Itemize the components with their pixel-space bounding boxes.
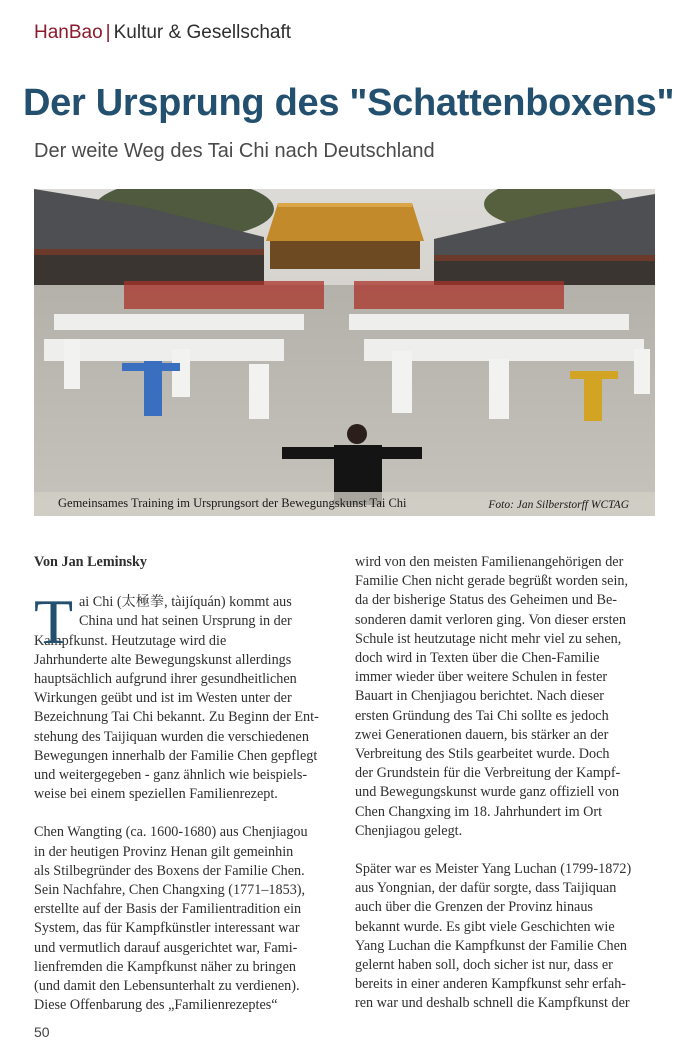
section-name: Kultur & Gesellschaft (113, 22, 292, 43)
text-line: Yang Luchan die Kampfkunst der Familie Chen (355, 937, 628, 954)
page-number: 50 (34, 1024, 50, 1040)
section-header (34, 22, 291, 44)
text-line: China und hat seinen Ursprung in der (79, 613, 292, 630)
article-title: Der Ursprung des "Schattenboxens" (23, 82, 675, 124)
text-line: System, das für Kampfkünstler interessant war (34, 920, 300, 937)
text-line: Familie Chen nicht gerade begrüßt worden sein, (355, 573, 629, 590)
text-line: Diese Offenbarung des „Familienrezeptes“ (34, 997, 278, 1014)
text-line: Bezeichnung Tai Chi bekannt. Zu Beginn der Ent- (34, 709, 319, 726)
author-byline: Von Jan Leminsky (34, 554, 148, 570)
text-line: Später war es Meister Yang Luchan (1799-1872) (355, 861, 632, 878)
text-line: bereits in einer anderen Kampfkunst sehr erfah- (355, 976, 627, 993)
text-line: als Stilbegründer des Boxens der Familie Chen. (34, 862, 305, 879)
text-line: (und damit den Lebensunterhalt zu verdienen). (34, 978, 300, 995)
text-line: Jahrhunderte alte Bewegungskunst allerdings (34, 651, 292, 668)
photo-caption: Gemeinsames Training im Ursprungsort der Bewegungskunst Tai Chi (58, 496, 407, 510)
article-subtitle: Der weite Weg des Tai Chi nach Deutschland (34, 140, 435, 162)
text-line: und weitergegeben - ganz ähnlich wie beispiels- (34, 767, 308, 784)
text-line: Chen Wangting (ca. 1600-1680) aus Chenjiagou (34, 824, 308, 841)
text-line: aus Yongnian, der dafür sorgte, dass Taijiquan (355, 880, 617, 897)
text-line: und Bewegungskunst wurde ganz offiziell von (355, 784, 620, 801)
text-line: Sein Nachfahre, Chen Changxing (1771–1853), (34, 882, 306, 899)
text-line: Bauart in Chenjiagou berichtet. Nach dieser (355, 688, 604, 705)
header-separator: | (105, 22, 111, 43)
text-line: erstellte auf der Basis der Familientradition ein (34, 901, 302, 918)
text-line: auch über die Grenzen der Provinz hinaus (355, 899, 593, 916)
text-line: doch wird in Texten über die Chen-Familie (355, 650, 600, 667)
text-line: da der bisherige Status des Geheimen und Be- (355, 592, 618, 609)
text-line: Chen Changxing im 18. Jahrhundert im Ort (355, 803, 603, 820)
text-line: stehung des Taijiquan wurden die verschiedenen (34, 728, 309, 745)
text-line: bekannt wurde. Es gibt viele Geschichten wie (355, 918, 615, 935)
text-line: Bewegungen innerhalb der Familie Chen gepflegt (34, 747, 318, 764)
paragraph-chen-wangting (34, 823, 334, 1015)
photo-credit: Foto: Jan Silberstorff WCTAG (488, 499, 629, 511)
text-line: gelernt haben soll, doch sicher ist nur, dass er (355, 957, 613, 974)
text-line: zwei Generationen dauern, bis stärker an der (355, 726, 609, 743)
text-line: Verbreitung des Stils gearbeitet wurde. Doch (355, 746, 610, 763)
text-line: Kampfkunst. Heutzutage wird die (34, 632, 227, 649)
text-line: immer wieder über weitere Schulen in fester (355, 669, 608, 686)
text-line: lienfremden die Kampfkunst näher zu bringen (34, 958, 296, 975)
text-line: in der heutigen Provinz Henan gilt gemeinhin (34, 843, 294, 860)
magazine-brand: HanBao (34, 22, 103, 43)
text-line: weise bei einem speziellen Familienrezept. (34, 786, 278, 803)
text-line: ai Chi (太極拳, tàijíquán) kommt aus (79, 594, 292, 611)
text-line: ren war und deshalb schnell die Kampfkunst der (355, 995, 630, 1012)
text-line: Chenjiagou gelegt. (355, 822, 463, 839)
text-line: Schule ist heutzutage nicht mehr viel zu sehen, (355, 630, 622, 647)
text-line: wird von den meisten Familienangehörigen der (355, 554, 624, 570)
tai-chi-courtyard-image (34, 189, 655, 516)
paragraph-family-reaction (355, 553, 655, 841)
article-photo (34, 189, 655, 516)
paragraph-yang-luchan (355, 860, 655, 1014)
text-line: der Grundstein für die Verbreitung der Kampf- (355, 765, 621, 782)
text-line: ersten Gründung des Tai Chi sollte es jedoch (355, 707, 609, 724)
text-column-left (34, 553, 334, 1034)
text-line: hauptsächlich aufgrund ihrer gesundheitlichen (34, 671, 297, 688)
text-line: sonderen damit verloren ging. Von dieser ersten (355, 611, 626, 628)
text-line: und vermutlich darauf ausgerichtet war, Fami- (34, 939, 298, 956)
drop-cap: T (34, 586, 74, 658)
text-column-right (355, 553, 655, 1033)
text-line: Wirkungen geübt und ist im Westen unter der (34, 690, 292, 707)
paragraph-intro (34, 586, 334, 804)
